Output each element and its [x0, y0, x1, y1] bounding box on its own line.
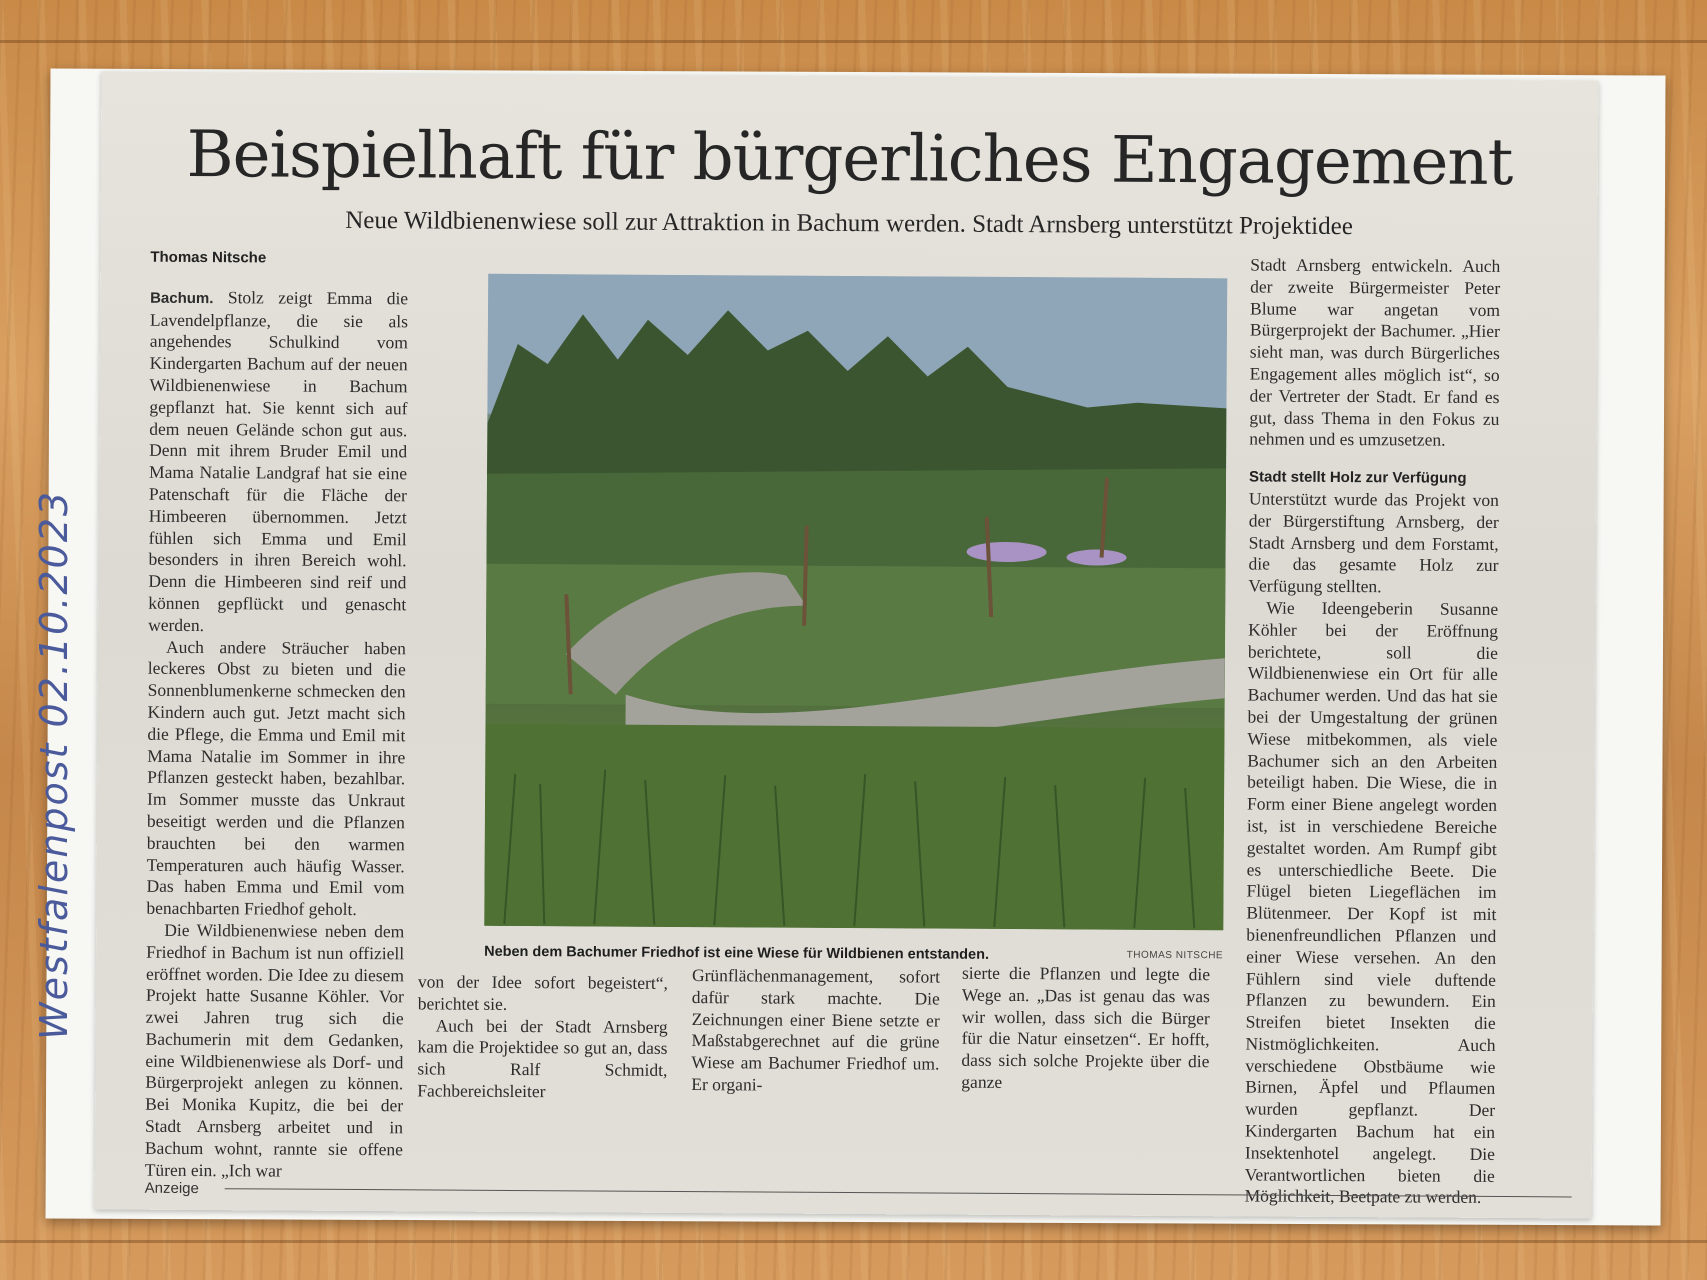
article-column-2 [417, 971, 668, 1103]
section-heading: Stadt stellt Holz zur Verfügung [1248, 468, 1467, 487]
paragraph: Auch andere Sträucher haben leckeres Obst zu bieten und die Sonnenblumenkerne schmecken den Kindern auch gut. Jetzt macht sich die Pflege, die Emma und Emil mit Mama Natalie im Sommer in ihre Pflanzen gesteckt haben, bezahlbar. Im Sommer musste das Unkraut beseitigt werden und die Pflanzen brauchten bei den warmen Temperaturen auch häufig Wasser. Das haben Emma und Emil vom benachbarten Friedhof geholt. [146, 636, 407, 920]
headline: Beispielhaft für bürgerliches Engagement [186, 117, 1513, 201]
paragraph: Grünflächenmanagement, sofort dafür stark machte. Die Zeichnungen einer Biene setzte er Maßstabgerechnet auf die grüne Wiese am Bachumer Friedhof um. Er organi- [691, 965, 941, 1095]
article-photo [484, 274, 1227, 931]
paragraph: Unterstützt wurde das Projekt von der Bürgerstiftung Arnsberg, der Stadt Arnsberg und dem Forstamt, die das gesamte Holz zur Verfügung stellten. [1248, 488, 1499, 597]
subheadline: Neue Wildbienenwiese soll zur Attraktion in Bachum werden. Stadt Arnsberg unterstützt Projektidee [345, 206, 1353, 241]
dateline: Bachum. [150, 289, 214, 307]
paragraph [148, 287, 408, 638]
article-column-3 [691, 965, 940, 1097]
byline: Thomas Nitsche [150, 248, 267, 267]
meadow-photo-illustration [484, 274, 1227, 931]
ad-label: Anzeige [144, 1179, 199, 1198]
photo-credit: THOMAS NITSCHE [1126, 949, 1224, 962]
newspaper-clipping [95, 71, 1599, 1218]
article-column-1 [145, 247, 409, 1183]
paragraph: Wie Ideengeberin Susanne Köhler bei der Eröffnung berichtete, soll die Wildbienenwiese ein Ort für alle Bachumer werden. Und das hat sie bei der Umgestaltung der grünen Wiese mitbekommen, als viele Bachumer sich an den Arbeiten beteiligt haben. Die Wiese, die in Form einer Biene angelegt worden ist, ist in verschiedene Bereiche gestaltet worden. Am Rumpf gibt es unterschiedliche Beete. Die Flügel bieten Liegeflächen im Blütenmeer. Der Kopf ist mit bienenfreundlichen Pflanzen und einer Wiese versehen. An den Fühlern sind viele duftende Pflanzen zu bewundern. Ein Streifen bietet Insekten die Nistmöglichkeiten. Auch verschiedene Obstbäume wie Birnen, Äpfel und Pflaumen wurden gepflanzt. Der Kindergarten Bachum hat ein Insektenhotel angelegt. Die Verantwortlichen bieten die Möglichkeit, Beetpate zu werden. [1244, 597, 1499, 1208]
paragraph: von der Idee sofort begeistert“, berichtet sie. [417, 971, 668, 1014]
article-column-4 [961, 963, 1210, 1095]
paragraph: Die Wildbienenwiese neben dem Friedhof in Bachum ist nun offiziell eröffnet worden. Die Idee zu diesem Projekt hatte Susanne Köhler. Vor zwei Jahren trug sich die Bachumerin mit dem Gedanken, eine Wildbienenwiese als Dorf- und Bürgerprojekt anlegen zu können. Bei Monika Kupitz, die bei der Stadt Arnsberg arbeitet und in Bachum wohnt, rannte sie offene Türen ein. „Ich war [144, 919, 405, 1181]
photo-caption: Neben dem Bachumer Friedhof ist eine Wiese für Wildbienen entstanden. [484, 943, 990, 963]
paragraph-text: Stolz zeigt Emma die Lavendelpflanze, die sie als angehendes Schulkind vom Kindergarten Bachum auf der neuen Wildbienenwiese in Bachum gepflanzt hat. Sie kennt sich auf dem neuen Gelände schon gut aus. Denn mit ihrem Bruder Emil und Mama Natalie Landgraf hat sie eine Patenschaft für die Fläche der Himbeeren übernommen. Jetzt fühlen sich Emma und Emil besonders in ihren Bereich wohl. Denn die Himbeeren sind reif und können gepflückt und genascht werden. [148, 287, 409, 635]
paragraph: Stadt Arnsberg entwickeln. Auch der zweite Bürgermeister Peter Blume war angetan vom Bürgerprojekt der Bachumer. „Hier sieht man, was durch Bürgerliches Engagement alles möglich ist“, so der Vertreter der Stadt. Er fand es gut, dass Thema in den Fokus zu nehmen und es umzusetzen. [1249, 254, 1501, 451]
handwritten-note: Westfalenpost 02.10.2023 [32, 489, 76, 1040]
paragraph: Auch bei der Stadt Arnsberg kam die Projektidee so gut an, dass sich Ralf Schmidt, Fachbereichsleiter [417, 1015, 668, 1102]
paragraph: sierte die Pflanzen und legte die Wege an. „Das ist genau das was wir wollen, dass sich die Bürger für die Natur einsetzen“. Er hofft, dass sich solche Projekte über die ganze [961, 962, 1211, 1092]
article-column-5 [1245, 254, 1501, 1209]
